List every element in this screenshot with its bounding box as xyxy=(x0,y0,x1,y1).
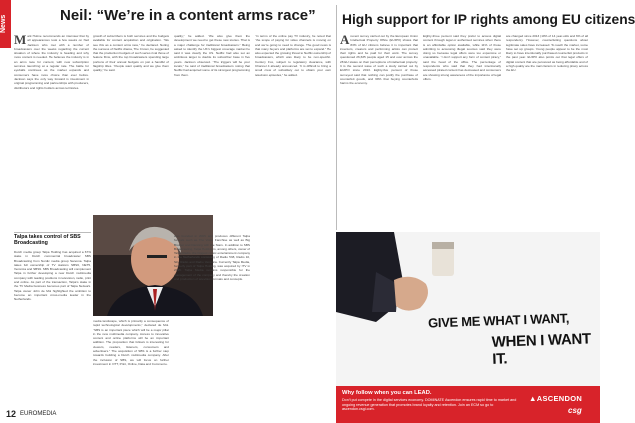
left-article-col3: quality,” he added. “We also give them the development we need to get these new stories. That is a major challenge for traditional broadcasters.” Being asked to identify the UK’s biggest coverage market he said it was clearly the US. Netflix had also set an ambitious target to double its subscriber base in five years. Jackson observed. “The triggers will be your locals,” he said of traditional broadcasters noting that Netflix had acquired some of its strongest programming from them. xyxy=(174,34,250,77)
right-drop-cap: A xyxy=(340,32,350,47)
right-article-col1 xyxy=(340,34,418,230)
brand-logo-ascendon xyxy=(529,394,582,403)
left-col1-text: ark Hulme recommends an interview that by all appearances took a few weeks on Neil Jackson who met with a number of broadcasters over the weeks regarding the current situation of where the industry is heading and why more content is needed. He believes the industry is in an arms race for content, with new subscription services launching at a regular rate. The battle for eyeballs continues as the market expands and consumers have more choice than ever before. Jackson says the only way forward is investment in original programming and partnerships with producers, distributors and rights holders across territories. xyxy=(14,34,89,90)
brand-triangle-icon: ▲ xyxy=(529,394,537,403)
sidebar-title-box xyxy=(14,234,91,248)
advert[interactable] xyxy=(336,232,600,423)
section-tab xyxy=(0,0,11,48)
section-tab-label: News xyxy=(0,14,7,34)
sidebar-col3: was founded in 2005 and produces different Talpa formats such as The Voice franchise as well as Big Brother and Dancing with the Stars. In addition to SBS Broadcasting, Talpa Holding is, among others, owner of Talpa Radio, the biggest music entertainment company in the Netherlands consisting of Radio 538, Radio 10, Sky Radio and Radio Veronica. Currently Talpa Media, formerly part of Talpa Holding, was acquired by ITV in 2015. Talpa Media remains responsible for the management of the company and thereby the creation and production of television formats and concepts. xyxy=(174,234,250,281)
right-headline: High support for IP rights among EU citizens xyxy=(342,12,635,27)
left-article-col4: “In terms of the online pay TV industry, he noted that “the scope of paying for video channels is moving on and we’re going to need to change. The good news is that many buyers and platforms are set to expand.” He also expected the growing threat to Netflix ownership of broadcasters, which was likely to be non-specific. Century Fox, subject to regulatory clearance, with Channel 4 already announced. “It is difficult to bring a small crew of subsidiary out to obtain your own television episodes,” he added. xyxy=(255,34,332,77)
advert-line2: WHEN I WANT IT. xyxy=(491,330,592,368)
sidebar-title: Talpa takes control of SBS Broadcasting xyxy=(14,234,81,246)
magazine-name: EUROMEDIA xyxy=(20,411,57,417)
right-col1-text: recent survey carried out by the European Union Intellectual Property Office (EUIPO) shows that 83% of EU citizens believe it is important that inventors, creators and performing artists can protect their rights and be paid for their work. The survey questioned 26,635 people aged 15 and over across the 28 EU states on their perceptions of intellectual property. It is the second wave of such a study carried out by EUIPO since 2013. Eighty-five percent of those surveyed said that nothing can justify the purchase of counterfeit goods, and 69% that buying counterfeits harms the economy. xyxy=(340,34,418,86)
left-headline: Neil: “We’re in a content arms race” xyxy=(60,7,316,24)
right-article-col3: are changed since 2013 (10% of 14 year-olds and 6% of all responders). However, counterfeiting questions about legitimate sales have increased. To reach the market, some have set up groups. Young people appear to be the most likely to have intentionally purchased counterfeit products in the past year. EUIPO also points out that legal offers of digital content that are perceived as being affordable and of a high quality are the main factors in reducing piracy across the EU. xyxy=(506,34,588,73)
banner-text: Don’t put compete in the digital services economy. DOMINATE Ascendon ensures rapid time to market and ongoing revenue generation that promotes brand loyalty and retention. Join an ECM so go to ascendon.csgi.com. xyxy=(342,398,517,412)
left-article-col1 xyxy=(14,34,89,233)
brand-name: ASCENDON xyxy=(536,394,583,403)
banner-title: Why follow when you can LEAD. xyxy=(342,390,432,396)
sidebar-divider xyxy=(14,232,91,233)
advert-banner xyxy=(336,386,600,423)
left-article-col2: growth of subscribers is both services and the budgets available for content acquisition and origination. “We see this as a content arms race,” he declared. Noting the success of Netflix drama, The Crown, he suggested that the production budgets of such series rival those of feature films, with the top broadcasters spending large portions of their annual budgets on just a handful of flagship titles. “People want quality and we give them quality,” he said. xyxy=(93,34,169,73)
brand-logo-csg: csg xyxy=(568,406,582,415)
page-gutter-divider xyxy=(336,5,337,230)
page-number: 12 xyxy=(6,409,17,419)
right-article-col2: Eighty-three percent said they prefer to access digital content through legal or authorised services when there is an affordable option available, while 11% of those admitting to accessing illegal sources said they were doing so because legal offers were too expensive or unavailable. “I don’t support any form of content piracy,” said the head of the office. The percentage of respondents who said that they had intentionally accessed pirated content has decreased and consumers are showing strong awareness of the importance of legal offers. xyxy=(423,34,501,81)
drop-cap: M xyxy=(14,32,27,47)
advert-line1: GIVE ME WHAT I WANT, xyxy=(427,310,570,331)
sidebar-col2: media landscape, which is primarily a consequence of rapid technological developments,” declared de Mol. “SBS is an important piece which will be a major pillar in the new multimedia company. Access to innovative content and online platforms will be an important addition. The proposition that follows is interesting for viewers, readers, listeners, consumers and advertisers.” The acquisition of SBS is a further step towards building a Dutch multimedia company. After the inclusion of SBS, we will focus on further investment in OTT, Print, Online, Data and Commerce. xyxy=(93,319,169,366)
sidebar-col1: Dutch media group Talpa Holding has acquired a 67% stake in Dutch commercial broadcaster SBS Broadcasting from Nordic media group Sanoma. Talpa takes full ownership of TV stations SBS6, NET5, Veronica and SBS9. SBS Broadcasting will complement Talpa in further developing a new Dutch multimedia company with leading positions in television, radio, print and online. As part of the transaction, Talpa’s stake in the TV Media business becomes part of Talpa Network. Talpa owner John de Mol highlighted the ambition to become an important cross-media leader in the Netherlands. xyxy=(14,250,91,302)
